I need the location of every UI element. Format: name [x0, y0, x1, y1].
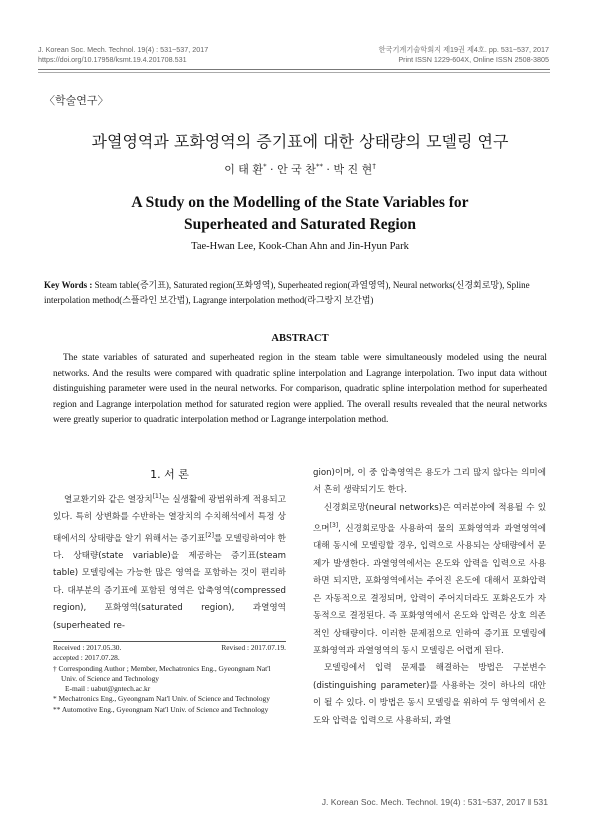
intro-paragraph-1 — [53, 488, 286, 635]
abstract-heading: ABSTRACT — [271, 333, 329, 344]
accepted-date: accepted : 2017.07.28. — [53, 653, 120, 663]
abstract-body: The state variables of saturated and superheated region in the steam table were simultaneously modeled using the neural networks. And the results were compared with quadratic spline interpolation and Lagrange interpolation. Two input data without distinguishing parameter were used in the neural networks. For comparison, quadratic spline interpolation method for superheated region and Lagrange interpolation method for saturated region were applied. The overall results revealed that the neural networks were greatly superior to quadratic interpolation method or Lagrange interpolation method. — [53, 353, 547, 426]
keywords — [44, 278, 550, 308]
text-run: 열교환기와 같은 열장치 — [64, 494, 153, 505]
title-english — [80, 192, 520, 236]
text-run: 를 모델링하여야 한다. 상태량(state variable)을 제공하는 증기표(steam table) 모델링에는 가능한 많은 영역을 포함하는 것이 편리하다. 대부분의 증기표에 포함된 영역은 압축영역(compressed region), 포화영역(saturated region), 과열영역(superheated re- — [53, 533, 286, 631]
journal-citation-ko: 한국기계기술학회지 제19권 제4호. pp. 531~537, 2017 — [378, 45, 549, 54]
author-sep: · — [266, 163, 278, 176]
title-korean: 과열영역과 포화영역의 증기표에 대한 상태량의 모델링 연구 — [91, 132, 509, 151]
author-3: 박 진 현 — [333, 163, 373, 176]
text-run: 신경회로망(neural networks)은 여러분야에 적용될 수 있으며 — [313, 502, 546, 535]
intro-paragraph-1-cont: gion)이며, 이 중 압축영역은 용도가 그리 많지 않다는 의미에서 흔히 생략되기도 한다. — [313, 468, 546, 496]
right-column — [313, 465, 546, 730]
title-english-line-2: Superheated and Saturated Region — [183, 216, 417, 233]
citation-ref-1[interactable]: [1] — [152, 493, 162, 500]
issn-info: Print ISSN 1229-604X, Online ISSN 2508-3805 — [398, 55, 549, 64]
intro-paragraph-2 — [313, 500, 546, 661]
intro-paragraph-3: 모델링에서 입력 문제를 해결하는 방법은 구분변수(distinguishing parameter)를 사용하는 것이 하나의 대안이 될 수 있다. 이 방법은 동시 모델링을 위하여 두 영역에서 온도와 압력을 입력으로 사용하되, 과열 — [313, 663, 546, 726]
authors-korean — [0, 161, 600, 177]
received-date: Received : 2017.05.30. — [53, 643, 122, 652]
author-1-mark: * — [263, 162, 267, 171]
footnote-divider — [53, 641, 286, 642]
revised-date: Revised : 2017.07.19. — [221, 643, 286, 652]
article-category: 〈학술연구〉 — [44, 94, 109, 107]
doi-link[interactable]: https://doi.org/10.17958/ksmt.19.4.201708.531 — [38, 55, 187, 64]
journal-citation: J. Korean Soc. Mech. Technol. 19(4) : 531~537, 2017 — [38, 45, 209, 54]
header-divider-thin — [38, 72, 550, 73]
author-2-mark: ** — [315, 162, 323, 171]
text-run: 는 실생활에 광범위하게 적용되고 있다. 특히 상변화를 수반하는 열장치의 수치해석에서 특정 상태에서의 상태량을 알기 위해서는 증기표 — [53, 494, 286, 544]
author-1: 이 태 환 — [224, 163, 264, 176]
author-sep: · — [322, 163, 334, 176]
title-english-line-1: A Study on the Modelling of the State Variables for — [131, 194, 469, 211]
running-header-left — [38, 45, 208, 65]
keywords-text: Steam table(증기표), Saturated region(포화영역), Superheated region(과열영역), Neural networks(신경회로망), Spline interpolation method(스플라인 보간법), Lagrange interpolation method(라그랑지 보간법) — [44, 280, 530, 305]
header-divider — [38, 69, 550, 70]
footnotes — [53, 643, 286, 715]
author-2: 안 국 찬 — [277, 163, 316, 176]
keywords-label: Key Words : — [44, 280, 93, 290]
citation-ref-2[interactable]: [2] — [205, 531, 214, 539]
authors-english: Tae-Hwan Lee, Kook-Chan Ahn and Jin-Hyun Park — [191, 241, 409, 252]
email[interactable]: E-mail : uabut@gntech.ac.kr — [65, 684, 151, 694]
received-revised-row — [53, 643, 286, 653]
corresponding-author: † Corresponding Author ; Member, Mechatronics Eng., Gyeongnam Nat'l Univ. of Science and Technology — [53, 663, 271, 683]
page-footer: J. Korean Soc. Mech. Technol. 19(4) : 531~537, 2017 ‖ 531 — [321, 797, 548, 807]
left-column — [53, 488, 286, 635]
running-header-right — [379, 45, 549, 65]
footnote-1: * Mechatronics Eng., Gyeongnam Nat'l Univ. of Science and Technology — [53, 694, 270, 704]
citation-ref-3[interactable]: [3] — [329, 522, 339, 530]
text-run: , 신경회로망을 사용하여 물의 포화영역과 과열영역에 대해 동시에 모델링할 경우, 입력으로 사용되는 상태량에서 문제가 발생한다. 과열영역에서는 온도와 압력을 입력으로 사용하면 되지만, 포화영역에서는 주어진 온도에 대해서 포화압력은 자동적으로 결정되며, 압력이 주어지더라도 포화온도가 자동적으로 결정된다. 즉 포화영역에서 온도와 압력은 상호 의존적인 상태량이다. 이러한 문제점으로 인하여 증기표 모델링에 포화영역과 과열영역의 동시 모델링은 어렵게 된다. — [313, 524, 546, 656]
author-3-mark: † — [372, 162, 376, 171]
section-1-title: 1. 서 론 — [150, 468, 189, 481]
footnote-2: ** Automotive Eng., Gyeongnam Nat'l Univ. of Science and Technology — [53, 704, 269, 714]
